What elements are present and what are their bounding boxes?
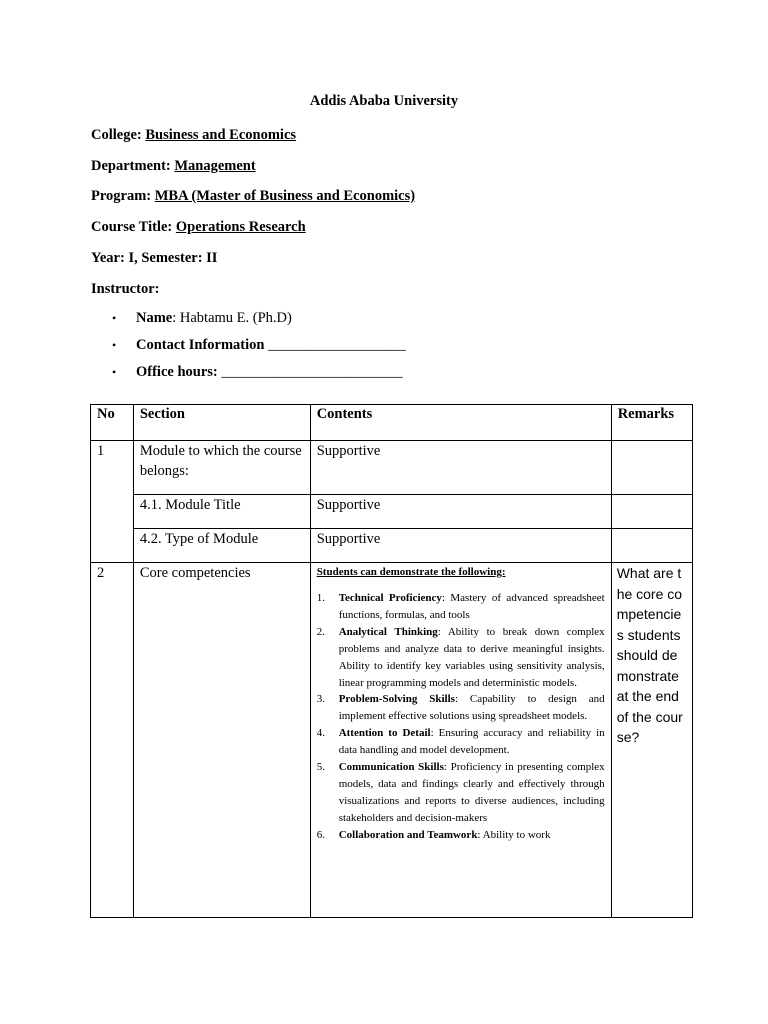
list-item bbox=[317, 725, 605, 759]
college-label: College: bbox=[91, 127, 146, 143]
row-contents: Supportive bbox=[310, 441, 611, 495]
bullet-icon: • bbox=[112, 311, 117, 325]
row-section: Module to which the course belongs: bbox=[133, 441, 310, 495]
item-number: 5. bbox=[316, 761, 325, 774]
item-number: 6. bbox=[316, 828, 325, 841]
header-remarks: Remarks bbox=[611, 405, 692, 441]
row-section: 4.1. Module Title bbox=[133, 495, 310, 529]
table-header-row bbox=[91, 405, 693, 441]
header-section: Section bbox=[133, 405, 310, 441]
row-remarks bbox=[611, 495, 692, 529]
bullet-icon: • bbox=[112, 365, 117, 379]
header-no: No bbox=[91, 405, 134, 441]
row-contents: Supportive bbox=[310, 529, 611, 563]
instructor-details bbox=[112, 310, 406, 391]
row-no bbox=[91, 495, 134, 529]
row-section: Core competencies bbox=[133, 563, 310, 918]
row-no: 2 bbox=[91, 563, 134, 918]
item-text: : Ensuring accuracy and reliability in data handling and model development. bbox=[338, 727, 605, 757]
table-row bbox=[91, 495, 693, 529]
header-contents: Contents bbox=[310, 405, 611, 441]
office-hours-label: Office hours: bbox=[136, 364, 218, 380]
program-value: MBA (Master of Business and Economics) bbox=[154, 188, 416, 204]
item-title: Communication Skills bbox=[338, 761, 444, 774]
table-row bbox=[91, 529, 693, 563]
item-text: : Mastery of advanced spreadsheet functions, formulas, and tools bbox=[338, 592, 605, 621]
contact-label: Contact Information bbox=[136, 337, 265, 353]
item-title: Collaboration and Teamwork bbox=[338, 828, 478, 841]
list-item bbox=[317, 759, 605, 827]
list-item bbox=[317, 624, 605, 692]
course-title-label: Course Title: bbox=[91, 219, 176, 235]
item-number: 4. bbox=[316, 727, 325, 740]
department-field bbox=[91, 158, 256, 175]
name-value: : Habtamu E. (Ph.D) bbox=[172, 310, 292, 326]
item-text: : Ability to work bbox=[477, 828, 551, 841]
item-number: 3. bbox=[316, 693, 325, 706]
item-text: : Capability to design and implement effective solutions using spreadsheet models. bbox=[338, 693, 605, 723]
item-title: Technical Proficiency bbox=[338, 592, 442, 604]
program-label: Program: bbox=[91, 188, 155, 204]
instructor-heading: Instructor: bbox=[91, 281, 160, 297]
item-text: : Ability to break down complex problems and analyze data to derive meaningful insights. Ability to identify key variables using sensitivity analysis, linear programming models and deterministic models. bbox=[338, 625, 605, 689]
row-no bbox=[91, 529, 134, 563]
competencies-heading: Students can demonstrate the following: bbox=[316, 566, 506, 578]
row-remarks bbox=[611, 529, 692, 563]
course-title-value: Operations Research bbox=[175, 219, 306, 235]
course-title-field bbox=[91, 219, 306, 236]
item-number: 1. bbox=[316, 592, 325, 604]
name-label: Name bbox=[136, 310, 173, 326]
contact-blank: ___________________ bbox=[264, 337, 406, 353]
row-remarks bbox=[611, 441, 692, 495]
list-item bbox=[317, 590, 605, 624]
item-title: Problem-Solving Skills bbox=[338, 693, 455, 706]
item-title: Attention to Detail bbox=[338, 727, 431, 740]
row-section: 4.2. Type of Module bbox=[133, 529, 310, 563]
course-table bbox=[90, 404, 693, 918]
table-row bbox=[91, 441, 693, 495]
item-number: 2. bbox=[316, 625, 325, 638]
department-label: Department: bbox=[91, 158, 175, 174]
item-text: : Proficiency in presenting complex models, data and findings clearly and effectively through visualizations and reports to diverse audiences, including stakeholders and decision-makers bbox=[338, 761, 605, 824]
list-item bbox=[317, 691, 605, 725]
remarks-cell bbox=[611, 563, 692, 918]
college-field bbox=[91, 127, 296, 144]
competencies-cell bbox=[310, 563, 611, 918]
year-semester-field: Year: I, Semester: II bbox=[91, 250, 218, 266]
list-item bbox=[317, 827, 605, 844]
item-title: Analytical Thinking bbox=[338, 625, 438, 638]
instructor-office-item bbox=[112, 364, 406, 391]
instructor-name-item bbox=[112, 310, 406, 337]
row-contents: Supportive bbox=[310, 495, 611, 529]
instructor-contact-item bbox=[112, 337, 406, 364]
college-value: Business and Economics bbox=[145, 127, 297, 143]
competencies-list bbox=[317, 590, 605, 844]
table-row bbox=[91, 563, 693, 918]
bullet-icon: • bbox=[112, 338, 117, 352]
program-field bbox=[91, 188, 415, 205]
department-value: Management bbox=[174, 158, 256, 174]
office-hours-blank: _________________________ bbox=[217, 364, 403, 380]
row-no: 1 bbox=[91, 441, 134, 495]
university-title: Addis Ababa University bbox=[309, 93, 459, 109]
remarks-question: What are the core competencies students should demonstrate at the end of the course? bbox=[616, 565, 683, 745]
